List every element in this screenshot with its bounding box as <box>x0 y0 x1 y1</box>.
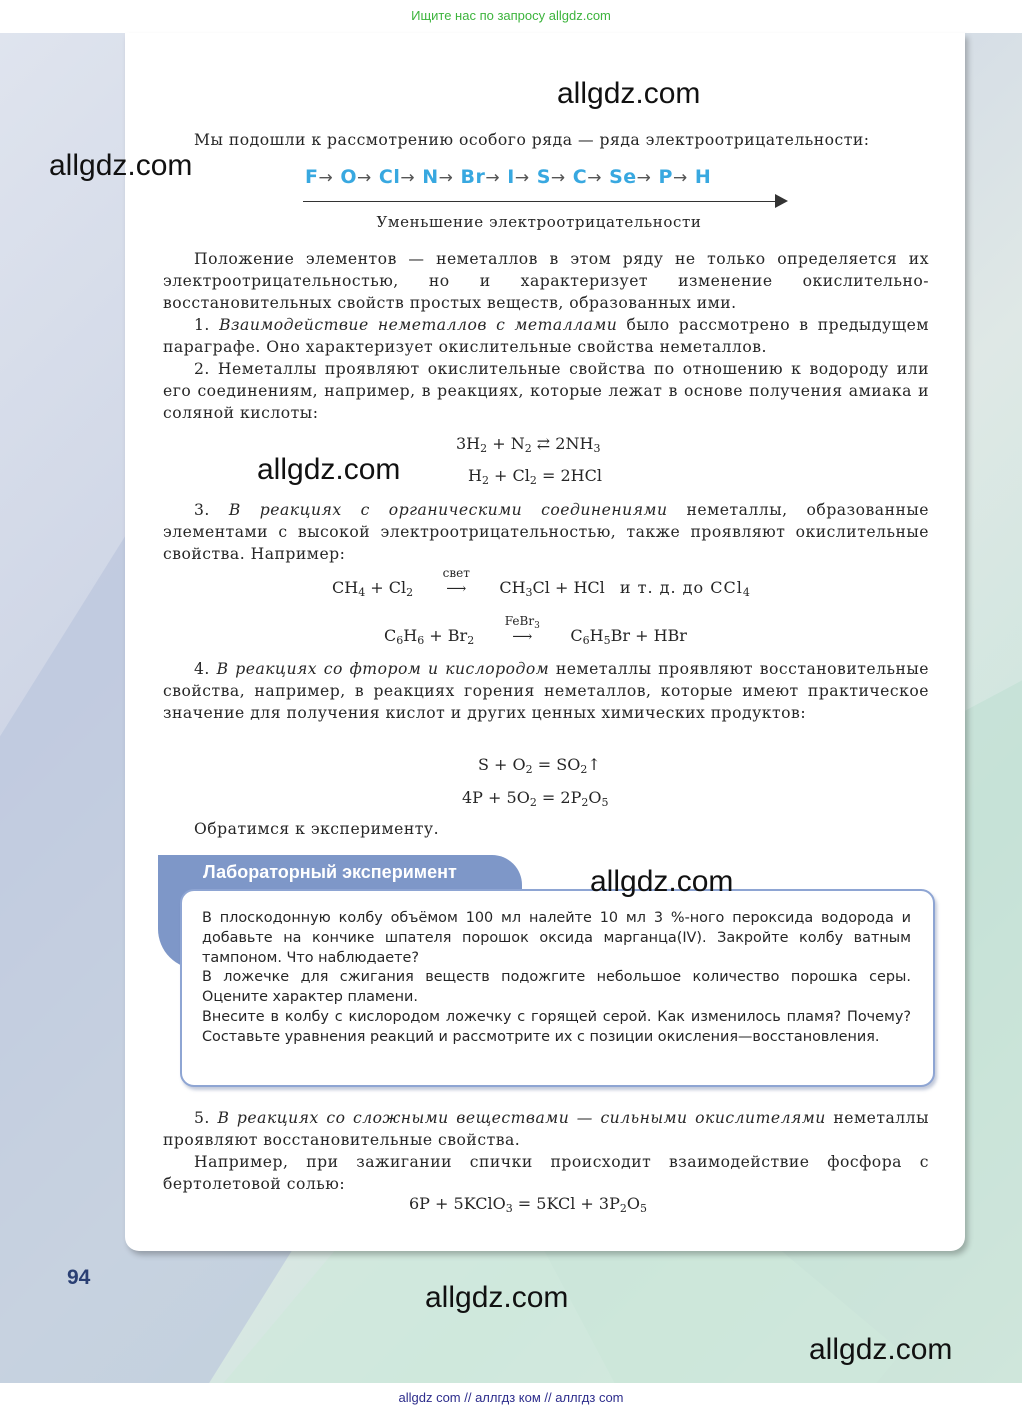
item-3 <box>163 499 929 565</box>
item-4 <box>163 658 929 724</box>
arrow-icon: → <box>400 168 416 188</box>
bottom-note[interactable]: allgdz com // аллгдз ком // аллгдз com <box>398 1390 624 1405</box>
element: P <box>658 166 673 188</box>
arrow-icon: → <box>550 168 566 188</box>
page-number: 94 <box>67 1266 91 1289</box>
watermark: allgdz.com <box>557 77 701 110</box>
item-number: 3. <box>194 501 210 519</box>
arrow-icon: → <box>485 168 501 188</box>
lab-paragraph: В плоскодонную колбу объёмом 100 мл налейте 10 мл 3 %-ного пероксида водорода и добавьте на кончике шпателя порошок оксида марганца(IV). Закройте колбу ватным тампоном. Что наблюдаете? <box>202 910 911 966</box>
arrow-icon: → <box>636 168 652 188</box>
lab-paragraph: Внесите в колбу с кислородом ложечку с горящей серой. Как изменилось пламя? Почему? Составьте уравнения реакций и рассмотрите их с позиции окисления—восстановления. <box>202 1008 911 1045</box>
reaction-condition: FeBr$_3$ <box>504 614 540 631</box>
arrow-icon: → <box>438 168 454 188</box>
element: S <box>536 166 551 188</box>
arrow-icon: → <box>318 168 334 188</box>
equation-phosphorus: $4P + 5O_2 = 2P_2O_5$ <box>462 788 609 809</box>
lab-title: Лабораторный эксперимент <box>203 862 457 882</box>
watermark: allgdz.com <box>809 1333 953 1366</box>
watermark: allgdz.com <box>590 865 734 898</box>
reaction-condition: свет <box>442 566 470 580</box>
electronegativity-series <box>305 166 711 188</box>
arrow-icon: → <box>514 168 530 188</box>
element: I <box>507 166 515 188</box>
element: N <box>422 166 439 188</box>
element: Br <box>460 166 486 188</box>
element: Se <box>609 166 637 188</box>
item-italic: В реакциях со сложными веществами — сильными окислителями <box>217 1109 826 1127</box>
equation-methane: $CH_4 + Cl_2$ свет ⟶ $CH_3Cl$ + HCl и т. д. до CCl$_4$ <box>332 566 750 599</box>
equation-berthollet: 6P + 5KClO$_3$ = $5KCl + 3P_2O_5$ <box>409 1194 647 1215</box>
item-5 <box>163 1107 929 1151</box>
arrow-icon: → <box>672 168 688 188</box>
item-number: 1. <box>194 316 210 334</box>
element: F <box>305 166 319 188</box>
series-label: Уменьшение электроотрицательности <box>376 213 702 231</box>
arrow-icon: → <box>357 168 372 188</box>
equation-benzene: $C_6H_6 + Br_2$ FeBr$_3$ ⟶ $C_6H_5Br$ + HBr <box>384 614 687 647</box>
top-note[interactable]: Ищите нас по запросу allgdz.com <box>411 8 611 23</box>
equation-hcl: $H_2 + Cl_2 = 2HCl$ <box>468 466 602 487</box>
equation-ammonia: $3H_2 + N_2$ ⇄ $2NH_3$ <box>456 434 601 455</box>
lab-paragraph: В ложечке для сжигания веществ подожгите небольшое количество порошка серы. Оцените характер пламени. <box>202 969 911 1006</box>
lab-text <box>202 909 911 1048</box>
item-text: неметаллы, образованные элементами с высокой электроотрицательностью, также проявляют окислительные свойства. Например: <box>163 501 929 563</box>
element: C <box>572 166 588 188</box>
decrease-arrow-head <box>775 194 788 208</box>
item-text: неметаллы проявляют восстановительные свойства, например, в реакциях горения неметаллов, которые имеют практическое значение для получения кислот и других ценных химических продуктов: <box>163 660 929 722</box>
item-italic: В реакциях с органическими соединениями <box>228 501 668 519</box>
element: H <box>694 166 712 188</box>
item-2: 2. Неметаллы проявляют окислительные свойства по отношению к водороду или его соединениям, например, в реакциях, которые лежат в основе получения амиака и соляной кислоты: <box>163 360 929 422</box>
item-text: было рассмотрено в предыдущем параграфе. Оно характеризует окислительные свойства неметаллов. <box>163 316 929 356</box>
experiment-note: Обратимся к эксперименту. <box>194 820 440 838</box>
element: O <box>340 166 358 188</box>
equation-sulfur: $S + O_2$ = $SO_2↑$ <box>478 755 601 776</box>
watermark: allgdz.com <box>257 453 401 486</box>
item-italic: Взаимодействие неметаллов с металлами <box>219 316 618 334</box>
intro-text: Мы подошли к рассмотрению особого ряда — ряда электроотрицательности: <box>194 131 870 149</box>
item-number: 4. <box>194 660 210 678</box>
arrow-icon: → <box>587 168 602 188</box>
decrease-arrow-line <box>303 201 785 202</box>
item-text: неметаллы проявляют восстановительные свойства. <box>163 1109 929 1149</box>
item-1 <box>163 314 929 358</box>
item-italic: В реакциях со фтором и кислородом <box>216 660 550 678</box>
item-number: 5. <box>194 1109 210 1127</box>
element: Cl <box>378 166 401 188</box>
watermark: allgdz.com <box>49 149 193 182</box>
watermark: allgdz.com <box>425 1281 569 1314</box>
paragraph-position: Положение элементов — неметаллов в этом ряду не только определяется их электроотрицательностью, но и характеризует изменение окислительно-восстановительных свойств простых веществ, образованных ими. <box>163 250 929 312</box>
paragraph-match: Например, при зажигании спички происходит взаимодействие фосфора с бертолетовой солью: <box>163 1153 929 1193</box>
